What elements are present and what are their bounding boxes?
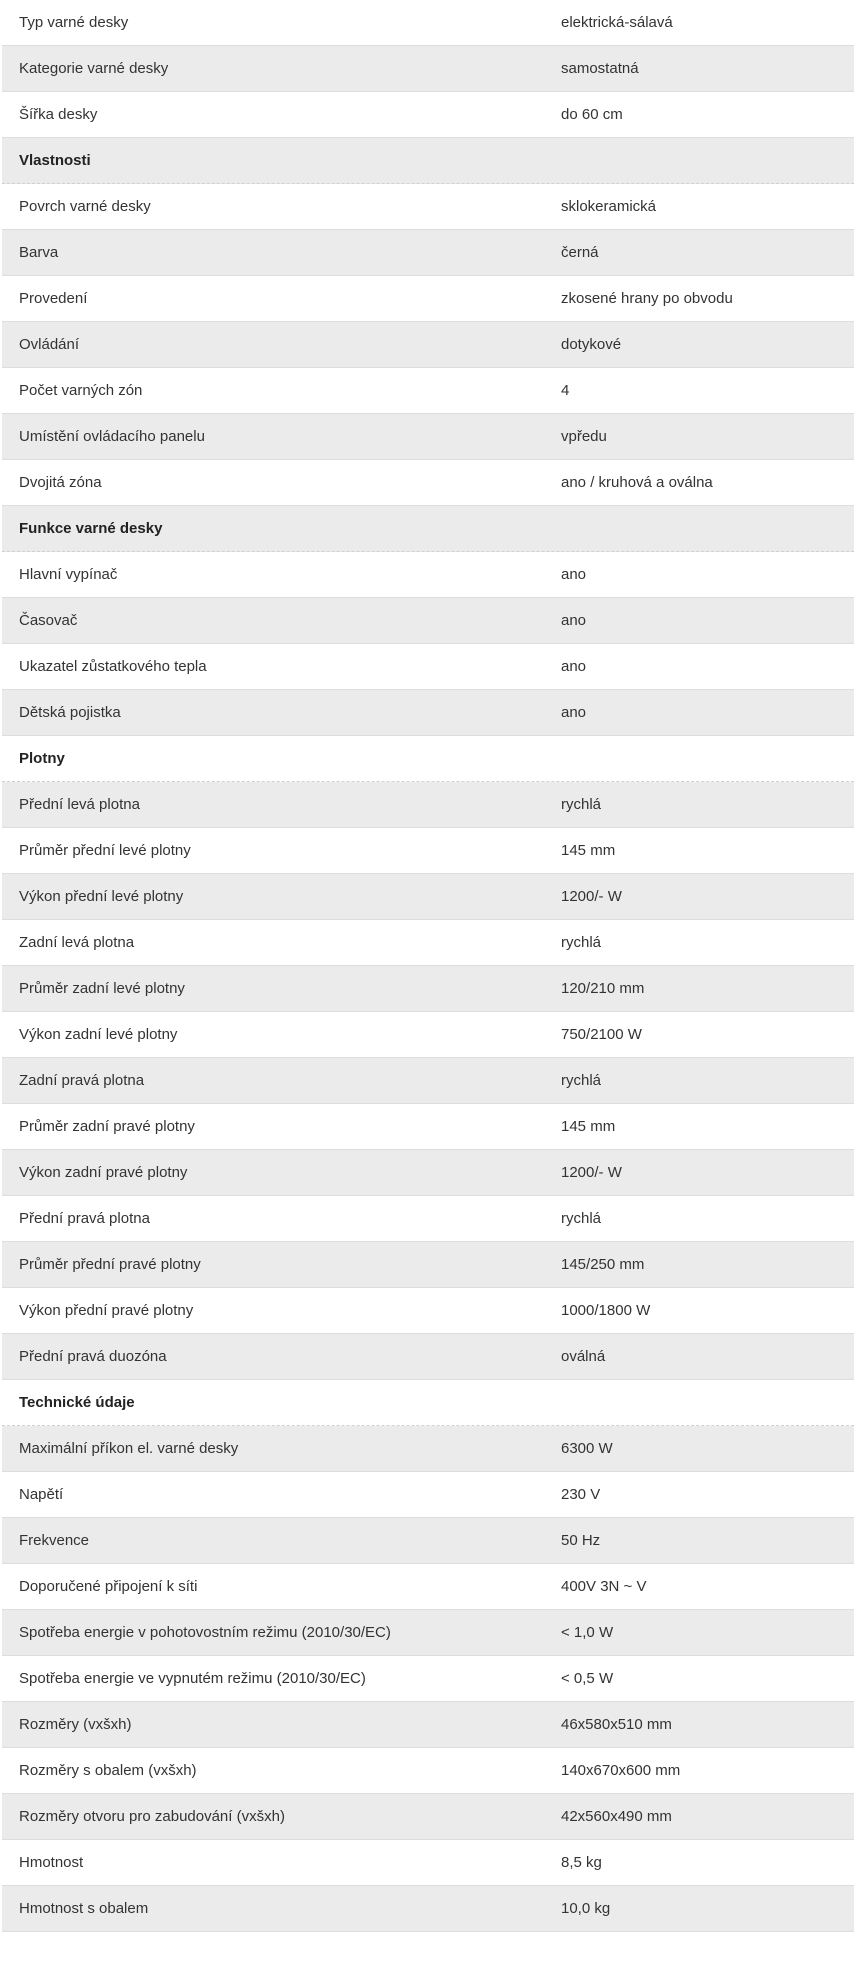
- spec-table: [2, 0, 854, 1932]
- spec-value: ano / kruhová a oválna: [561, 474, 713, 491]
- spec-value: 1000/1800 W: [561, 1302, 651, 1319]
- spec-row: [2, 1426, 854, 1472]
- spec-label: Přední pravá plotna: [19, 1210, 150, 1227]
- spec-value: 1200/- W: [561, 1164, 622, 1181]
- section-header-row: [2, 138, 854, 184]
- spec-row: [2, 1150, 854, 1196]
- spec-row: [2, 1288, 854, 1334]
- spec-label: Napětí: [19, 1486, 64, 1503]
- spec-value: 145 mm: [561, 1118, 616, 1135]
- spec-label: Hmotnost s obalem: [19, 1900, 149, 1917]
- spec-row: [2, 1104, 854, 1150]
- spec-label: Spotřeba energie ve vypnutém režimu (2010/30/EC): [19, 1670, 366, 1687]
- spec-label: Spotřeba energie v pohotovostním režimu (2010/30/EC): [19, 1624, 391, 1641]
- spec-row: [2, 184, 854, 230]
- spec-row: [2, 1748, 854, 1794]
- spec-label: Výkon přední pravé plotny: [19, 1302, 194, 1319]
- spec-value: 6300 W: [561, 1440, 613, 1457]
- spec-label: Kategorie varné desky: [19, 60, 169, 77]
- section-title: Technické údaje: [19, 1394, 135, 1411]
- spec-label: Dvojitá zóna: [19, 474, 102, 491]
- spec-label: Rozměry (vxšxh): [19, 1716, 132, 1733]
- spec-row: [2, 1610, 854, 1656]
- spec-value: < 1,0 W: [561, 1624, 614, 1641]
- spec-row: [2, 1886, 854, 1932]
- spec-label: Ovládání: [19, 336, 80, 353]
- section-title: Vlastnosti: [19, 152, 91, 169]
- spec-value: 4: [561, 382, 570, 399]
- spec-row: [2, 782, 854, 828]
- spec-row: [2, 1656, 854, 1702]
- spec-label: Přední pravá duozóna: [19, 1348, 167, 1365]
- spec-value: ano: [561, 658, 587, 675]
- spec-row: [2, 1012, 854, 1058]
- spec-value: ano: [561, 704, 587, 721]
- spec-label: Průměr přední levé plotny: [19, 842, 191, 859]
- spec-value: < 0,5 W: [561, 1670, 614, 1687]
- spec-value: 50 Hz: [561, 1532, 601, 1549]
- spec-row: [2, 1564, 854, 1610]
- spec-label: Časovač: [19, 612, 78, 629]
- spec-row: [2, 1794, 854, 1840]
- spec-value: vpředu: [561, 428, 607, 445]
- spec-value: sklokeramická: [561, 198, 657, 215]
- spec-value: rychlá: [561, 934, 602, 951]
- spec-row: [2, 690, 854, 736]
- spec-label: Výkon přední levé plotny: [19, 888, 184, 905]
- spec-value: rychlá: [561, 1072, 602, 1089]
- spec-row: [2, 368, 854, 414]
- spec-label: Rozměry otvoru pro zabudování (vxšxh): [19, 1808, 285, 1825]
- spec-value: 230 V: [561, 1486, 601, 1503]
- spec-label: Průměr zadní pravé plotny: [19, 1118, 195, 1135]
- spec-value: samostatná: [561, 60, 639, 77]
- spec-value: do 60 cm: [561, 106, 623, 123]
- spec-value: rychlá: [561, 796, 602, 813]
- spec-value: 120/210 mm: [561, 980, 645, 997]
- spec-row: [2, 966, 854, 1012]
- spec-value: černá: [561, 244, 599, 261]
- spec-row: [2, 598, 854, 644]
- section-title: Plotny: [19, 750, 65, 767]
- spec-value: 42x560x490 mm: [561, 1808, 672, 1825]
- spec-row: [2, 414, 854, 460]
- spec-row: [2, 1058, 854, 1104]
- spec-label: Maximální příkon el. varné desky: [19, 1440, 239, 1457]
- spec-row: [2, 322, 854, 368]
- spec-row: [2, 460, 854, 506]
- spec-value: 145 mm: [561, 842, 616, 859]
- spec-row: [2, 276, 854, 322]
- spec-label: Zadní pravá plotna: [19, 1072, 145, 1089]
- spec-row: [2, 1242, 854, 1288]
- spec-value: elektrická-sálavá: [561, 14, 673, 31]
- spec-row: [2, 828, 854, 874]
- spec-value: dotykové: [561, 336, 622, 353]
- spec-label: Hlavní vypínač: [19, 566, 118, 583]
- spec-row: [2, 1196, 854, 1242]
- spec-row: [2, 92, 854, 138]
- spec-label: Dětská pojistka: [19, 704, 121, 721]
- spec-value: 1200/- W: [561, 888, 622, 905]
- spec-value: 145/250 mm: [561, 1256, 645, 1273]
- spec-label: Přední levá plotna: [19, 796, 140, 813]
- spec-label: Šířka desky: [19, 106, 98, 123]
- spec-row: [2, 1518, 854, 1564]
- spec-value: ano: [561, 566, 587, 583]
- spec-row: [2, 920, 854, 966]
- spec-row: [2, 1702, 854, 1748]
- spec-label: Výkon zadní levé plotny: [19, 1026, 178, 1043]
- spec-label: Ukazatel zůstatkového tepla: [19, 658, 207, 675]
- section-header-row: [2, 1380, 854, 1426]
- spec-row: [2, 874, 854, 920]
- spec-row: [2, 1840, 854, 1886]
- spec-label: Typ varné desky: [19, 14, 129, 31]
- spec-row: [2, 1334, 854, 1380]
- spec-label: Frekvence: [19, 1532, 90, 1549]
- spec-label: Umístění ovládacího panelu: [19, 428, 205, 445]
- section-header-row: [2, 506, 854, 552]
- spec-label: Hmotnost: [19, 1854, 84, 1871]
- spec-value: 140x670x600 mm: [561, 1762, 681, 1779]
- section-header-row: [2, 736, 854, 782]
- spec-value: 46x580x510 mm: [561, 1716, 672, 1733]
- spec-row: [2, 644, 854, 690]
- spec-row: [2, 46, 854, 92]
- spec-row: [2, 230, 854, 276]
- spec-value: 750/2100 W: [561, 1026, 642, 1043]
- spec-label: Počet varných zón: [19, 382, 143, 399]
- spec-value: zkosené hrany po obvodu: [561, 290, 733, 307]
- spec-label: Povrch varné desky: [19, 198, 151, 215]
- spec-label: Doporučené připojení k síti: [19, 1578, 198, 1595]
- spec-value: oválná: [561, 1348, 606, 1365]
- spec-label: Rozměry s obalem (vxšxh): [19, 1762, 197, 1779]
- spec-value: rychlá: [561, 1210, 602, 1227]
- spec-label: Průměr přední pravé plotny: [19, 1256, 201, 1273]
- spec-row: [2, 1472, 854, 1518]
- spec-label: Provedení: [19, 290, 88, 307]
- spec-row: [2, 552, 854, 598]
- spec-value: 8,5 kg: [561, 1854, 602, 1871]
- spec-label: Barva: [19, 244, 59, 261]
- spec-label: Výkon zadní pravé plotny: [19, 1164, 188, 1181]
- spec-value: 10,0 kg: [561, 1900, 611, 1917]
- spec-label: Průměr zadní levé plotny: [19, 980, 185, 997]
- spec-label: Zadní levá plotna: [19, 934, 135, 951]
- spec-row: [2, 0, 854, 46]
- spec-value: ano: [561, 612, 587, 629]
- spec-value: 400V 3N ~ V: [561, 1578, 647, 1595]
- section-title: Funkce varné desky: [19, 520, 163, 537]
